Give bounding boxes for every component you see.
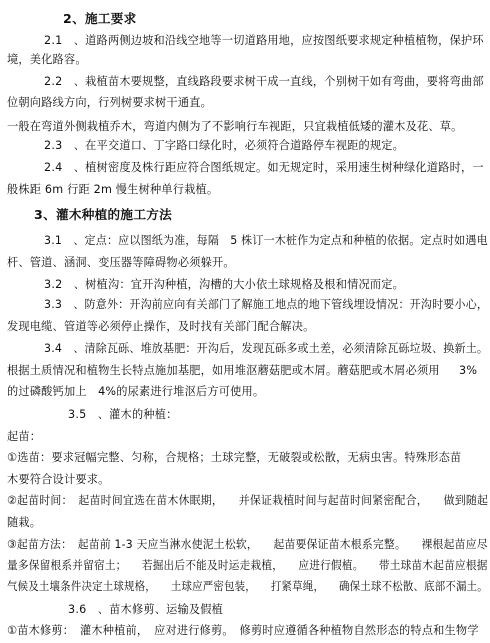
text-seg: ②起苗时间： 起苗时间宜选在苗木休眠期， <box>7 494 224 507</box>
item-qimiao-method-line-2 <box>7 559 488 573</box>
para-3-2-line-1: 3.2 、树植沟：宜开沟种植，沟槽的大小依土球规格及根和情况而定。 <box>44 278 405 291</box>
item-xuanmiao-line-1: ①选苗：要求冠幅完整、匀称，合规格；土球完整，无破裂或松散，无病虫害。特殊形态苗 <box>7 451 462 464</box>
section-3-heading: 3、灌木种植的施工方法 <box>34 207 173 222</box>
item-xuanmiao-line-2: 木要符合设计要求。 <box>7 473 110 486</box>
item-xiujian-line-1: ①苗木修剪： 灌木种植前， 应对进行修剪。 修剪时应遵循各种植物自然形态的特点和生物学 <box>7 624 479 637</box>
para-3-4-line-3: 的过磷酸钙加上 4%的尿素进行堆沤后方可使用。 <box>7 385 265 398</box>
text-seg: 确保土球不松散、底部不漏土。 <box>339 580 488 593</box>
para-3-3-line-1: 3.3 、防意外：开沟前应向有关部门了解施工地点的地下管线埋设情况：开沟时要小心， <box>44 298 489 311</box>
para-3-4-line-2: 根据土质情况和植物生长特点施加基肥，如用堆沤蘑菇肥或木屑。蘑菇肥或木屑必须用 <box>7 364 440 377</box>
para-2-4-line-1: 2.4 、植树密度及株行距应符合图纸规定。如无规定时，采用速生树种绿化道路时，一 <box>44 161 484 174</box>
text-seg: 量多保留根系并留宿土； <box>7 559 127 572</box>
para-2-2-line-1: 2.2 、栽植苗木要规整，直线路段要求树干成一直线，个别树干如有弯曲，要将弯曲部 <box>44 75 484 88</box>
text-seg: 土球应严密包装， <box>170 580 256 593</box>
text-seg: 起苗要保证苗木根系完整。 <box>273 538 406 551</box>
para-2-3-line-1: 2.3 、在平交道口、丁字路口绿化时，必须符合道路停车视距的规定。 <box>44 139 405 152</box>
text-seg: 裸根起苗应尽 <box>421 538 488 551</box>
text-seg: 打紧草绳， <box>270 580 325 593</box>
subsection-3-6-heading: 3.6 、苗木修剪、运输及假植 <box>68 603 224 616</box>
text-seg: 带土球苗木起苗应根据 <box>378 559 488 572</box>
text-seg: 并保证栽植时间与起苗时间紧密配合， <box>238 494 428 507</box>
item-qimiao-method-line-3 <box>7 580 488 594</box>
para-3-3-line-2: 发现电缆、管道等必须停止操作，及时找有关部门配合解决。 <box>7 320 315 333</box>
text-seg: 若掘出后不能及时运走栽植， <box>141 559 284 572</box>
text-seg: ③起苗方法： 起苗前 1-3 天应当淋水使泥土松软， <box>7 538 258 551</box>
item-qimiao-time-line-2: 随栽。 <box>7 516 42 529</box>
para-3-4-percent: 3% <box>459 364 478 377</box>
para-2-2-line-2: 位朝向路线方向，行列树要求树干通直。 <box>7 96 212 109</box>
para-2-1-line-2: 境，美化路容。 <box>7 53 87 66</box>
para-3-1-line-2: 杆、管道、涵洞、变压器等障碍物必须躲开。 <box>7 256 235 269</box>
text-seg: 气候及土壤条件决定土球规格， <box>7 580 156 593</box>
qimiao-label: 起苗： <box>7 430 42 443</box>
para-2-2-line-3: 一般在弯道外侧栽植乔木，弯道内侧为了不影响行车视距，只宜栽植低矮的灌木及花、草。 <box>7 120 463 133</box>
para-2-4-line-2: 般株距 6m 行距 2m 慢生树种单行栽植。 <box>7 183 219 196</box>
para-3-4-line-1: 3.4 、清除瓦砾、堆放基肥：开沟后，发现瓦砾多或土差，必须清除瓦砾垃圾、换新土。 <box>44 342 489 355</box>
para-2-1-line-1: 2.1 、道路两侧边坡和沿线空地等一切道路用地，应按图纸要求规定种植植物，保护环 <box>44 34 484 47</box>
text-seg: 应进行假植。 <box>298 559 364 572</box>
subsection-3-5-heading: 3.5 、灌木的种植： <box>68 408 178 421</box>
section-2-heading: 2、施工要求 <box>63 11 137 26</box>
item-qimiao-method-line-1 <box>7 538 488 552</box>
text-seg: 做到随起 <box>443 494 489 507</box>
para-3-1-line-1: 3.1 、定点：应以图纸为准，每隔 5 株订一木桩作为定点和种植的依据。定点时如遇电 <box>44 234 488 247</box>
item-qimiao-time-line-1 <box>7 494 488 508</box>
